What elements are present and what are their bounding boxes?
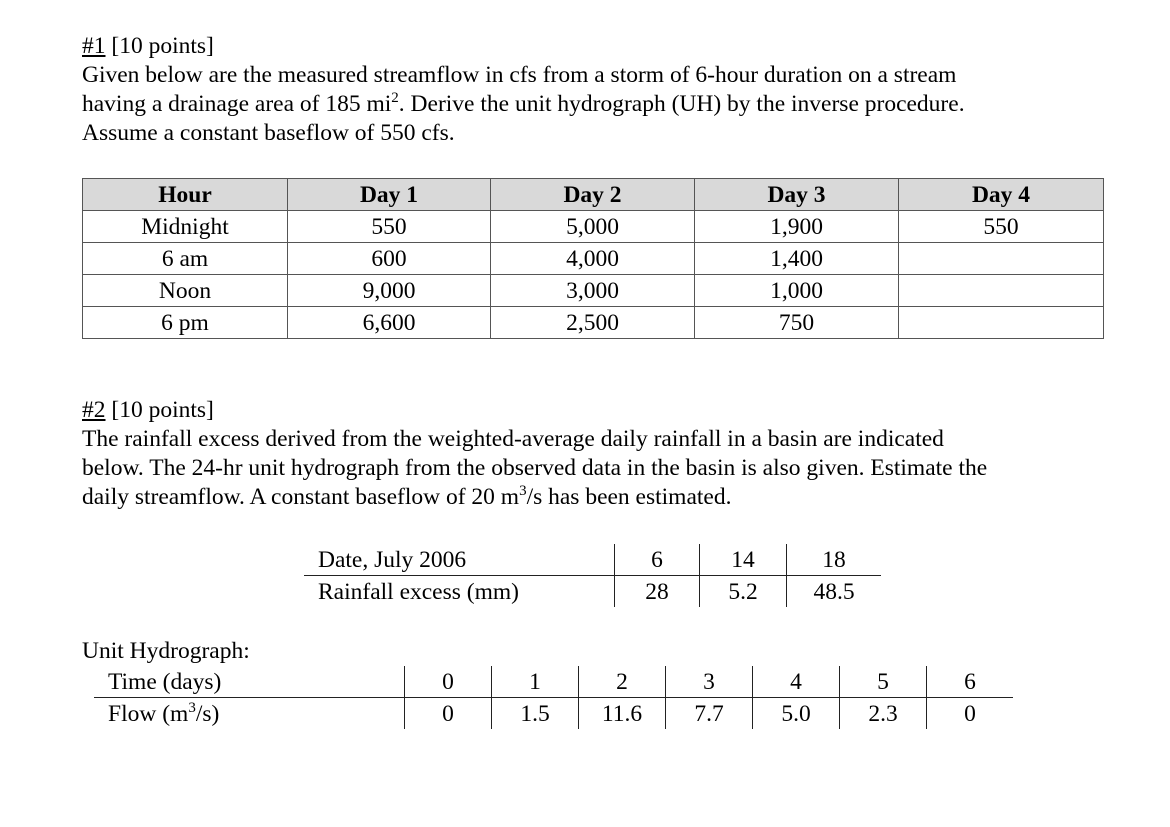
table-cell: 550 (899, 211, 1104, 243)
unit-hydrograph-table (94, 666, 1013, 729)
uh-time-row (94, 666, 1013, 698)
table-cell: 1.5 (492, 698, 579, 730)
problem2-points: [10 points] (105, 397, 214, 423)
table-cell: 5.0 (753, 698, 840, 730)
table-cell: 5.2 (700, 576, 787, 608)
table-cell: 2 (579, 666, 666, 698)
table-cell: 550 (288, 211, 491, 243)
table-cell: 1,000 (695, 275, 899, 307)
problem2-line2: below. The 24-hr unit hydrograph from the observed data in the basin is also given. Estimate the (82, 455, 988, 481)
problem1-line2-post: . Derive the unit hydrograph (UH) by the inverse procedure. (398, 91, 965, 117)
problem1-line3: Assume a constant baseflow of 550 cfs. (82, 120, 455, 146)
table-cell: 5,000 (491, 211, 695, 243)
table-cell (899, 307, 1104, 339)
uh-flow-row (94, 698, 1013, 730)
header-cell: Hour (83, 179, 288, 211)
table-cell: 1,900 (695, 211, 899, 243)
table-cell: 6,600 (288, 307, 491, 339)
problem2-line3-sup: 3 (519, 483, 527, 499)
header-cell: Day 2 (491, 179, 695, 211)
uh-flow-label (94, 698, 405, 730)
table-row (83, 211, 1104, 243)
table-cell: 0 (405, 666, 492, 698)
problem1-line2-sup: 2 (391, 90, 399, 106)
problem2-line3 (82, 483, 1122, 512)
table-cell: 6 (615, 544, 700, 576)
problem2-text (82, 396, 1122, 512)
table-cell: Midnight (83, 211, 288, 243)
problem2-line3-pre: daily streamflow. A constant baseflow of 20 m (82, 484, 520, 510)
table-cell: 600 (288, 243, 491, 275)
rainfall-table (304, 544, 881, 607)
table-cell: 11.6 (579, 698, 666, 730)
table-cell: 18 (787, 544, 882, 576)
problem2-heading (82, 396, 1122, 425)
problem1-line2 (82, 90, 1122, 119)
table-cell: 48.5 (787, 576, 882, 608)
rainfall-excess-label: Rainfall excess (mm) (318, 578, 519, 605)
table-cell: 4 (753, 666, 840, 698)
streamflow-header-row (83, 179, 1104, 211)
problem1-number: #1 (82, 33, 106, 59)
rainfall-date-row (304, 544, 881, 576)
table-cell: 6 (927, 666, 1014, 698)
header-cell: Day 4 (899, 179, 1104, 211)
streamflow-table (82, 178, 1104, 339)
problem2-line1: The rainfall excess derived from the weighted-average daily rainfall in a basin are indicated (82, 426, 944, 452)
table-cell: Noon (83, 275, 288, 307)
table-row (83, 307, 1104, 339)
rainfall-date-label: Date, July 2006 (304, 544, 615, 576)
table-cell: 2.3 (840, 698, 927, 730)
problem1-heading (82, 32, 1122, 61)
problem1-text (82, 32, 1122, 148)
table-cell: 750 (695, 307, 899, 339)
table-cell: 1 (492, 666, 579, 698)
table-cell (899, 243, 1104, 275)
table-cell: 28 (615, 576, 700, 608)
unit-hydrograph-title: Unit Hydrograph: (82, 638, 250, 664)
uh-flow-label-sup: 3 (188, 699, 196, 716)
problem1-line1: Given below are the measured streamflow in cfs from a storm of 6-hour duration on a stream (82, 62, 957, 88)
problem2-number: #2 (82, 397, 106, 423)
problem2-line3-post: /s has been estimated. (526, 484, 732, 510)
uh-flow-label-post: /s) (195, 700, 220, 727)
table-cell: 9,000 (288, 275, 491, 307)
table-cell: 0 (927, 698, 1014, 730)
table-cell: 3 (666, 666, 753, 698)
table-cell: 6 pm (83, 307, 288, 339)
table-row (83, 275, 1104, 307)
table-cell: 14 (700, 544, 787, 576)
table-cell: 1,400 (695, 243, 899, 275)
uh-flow-label-pre: Flow (m (108, 700, 189, 727)
header-cell: Day 3 (695, 179, 899, 211)
uh-time-label: Time (days) (94, 666, 405, 698)
header-cell: Day 1 (288, 179, 491, 211)
rainfall-excess-row (304, 576, 881, 608)
table-cell: 4,000 (491, 243, 695, 275)
problem1-line2-pre: having a drainage area of 185 mi (82, 91, 392, 117)
table-cell: 7.7 (666, 698, 753, 730)
table-cell: 6 am (83, 243, 288, 275)
table-cell: 3,000 (491, 275, 695, 307)
table-row (83, 243, 1104, 275)
table-cell: 5 (840, 666, 927, 698)
table-cell: 0 (405, 698, 492, 730)
problem1-points: [10 points] (105, 33, 214, 59)
table-cell: 2,500 (491, 307, 695, 339)
table-cell (899, 275, 1104, 307)
